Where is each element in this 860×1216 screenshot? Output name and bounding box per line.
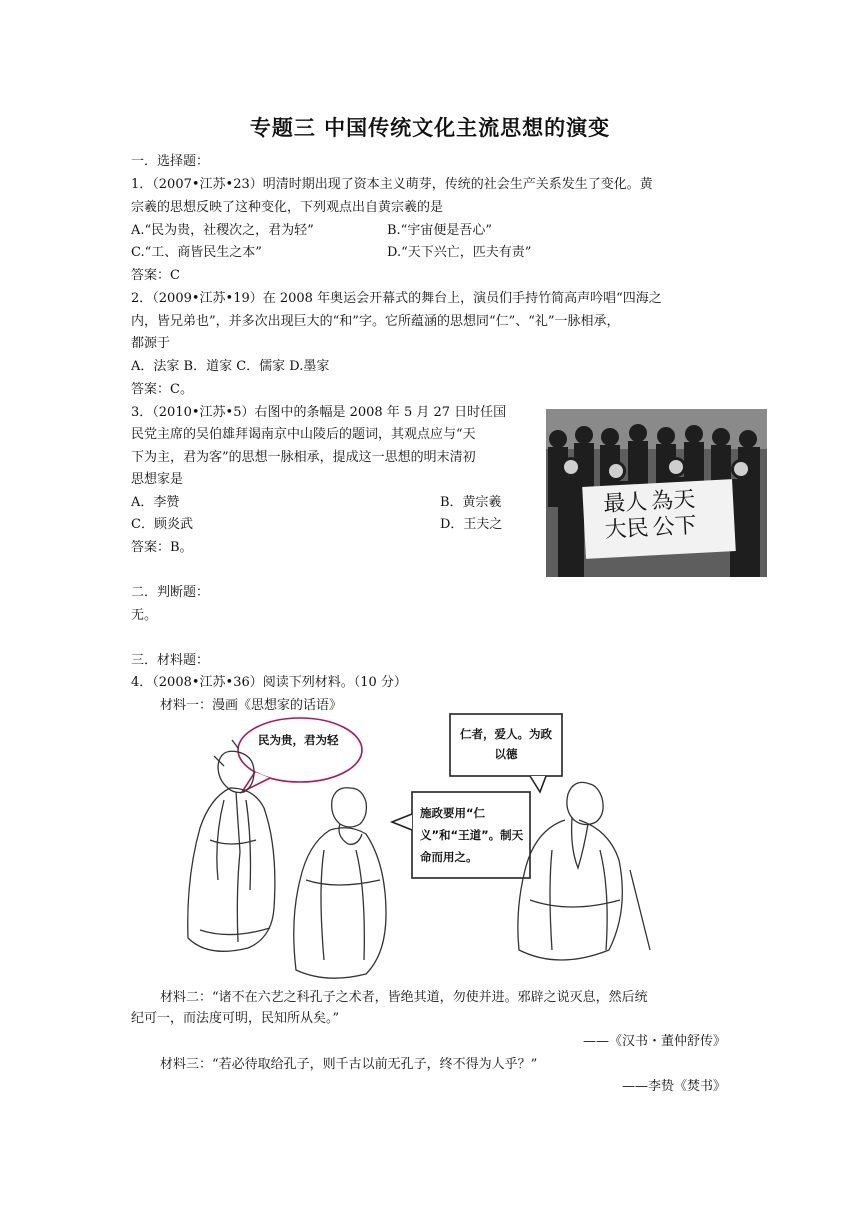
q4-line1: 4．（2008•江苏•36）阅读下列材料。（10 分） — [131, 675, 407, 690]
q2-options: A．法家 B．道家 C．儒家 D.墨家 — [131, 359, 330, 374]
q1-option-c: C.“工、商皆民生之本” — [131, 245, 262, 260]
q3-option-c: C．顾炎武 — [131, 517, 193, 532]
calligraphy-photo — [546, 409, 767, 577]
q2-line2: 内，皆兄弟也”，并多次出现巨大的“和”字。它所蕴涵的思想同“仁”、“礼”一脉相承， — [131, 314, 620, 329]
banner-top-text: 最人 — [602, 489, 648, 518]
banner-right-top: 為天 — [650, 487, 696, 515]
q3-line2: 民党主席的吴伯雄拜谒南京中山陵后的题词，其观点应与“天 — [131, 427, 476, 442]
material3-source: ——李贽《焚书》 — [621, 1079, 726, 1094]
q3-option-a: A．李赞 — [131, 495, 180, 510]
material2-line1: 材料二：“诸不在六艺之科孔子之术者，皆绝其道，勿使并进。邪辟之说灭息，然后统 — [160, 990, 648, 1005]
banner-right-bottom: 公下 — [652, 513, 698, 541]
q3-line1: 3．（2010•江苏•5）右图中的条幅是 2008 年 5 月 27 日时任国 — [131, 405, 507, 420]
thinkers-cartoon — [180, 700, 680, 982]
material3-line1: 材料三：“若必待取给孔子，则千古以前无孔子，终不得为人乎？” — [160, 1057, 538, 1072]
q1-option-d: D.“天下兴亡，匹夫有责” — [387, 245, 532, 260]
section-choice-heading: 一．选择题： — [131, 154, 210, 169]
banner-calligraphy — [603, 486, 726, 544]
q1-option-a: A.“民为贵，社稷次之，君为轻” — [131, 223, 314, 238]
q1-line1: 1．（2007•江苏•23）明清时期出现了资本主义萌芽，传统的社会生产关系发生了变化。黄 — [131, 177, 653, 192]
section-material-heading: 三．材料题： — [131, 653, 210, 668]
section-judge-content: 无。 — [131, 608, 158, 623]
q2-line1: 2．（2009•江苏•19）在 2008 年奥运会开幕式的舞台上，演员们手持竹简高声吟唱“四海之 — [131, 291, 662, 306]
speech-bubble-2: 仁者，爱人。为政以德 — [460, 727, 552, 761]
q3-option-d: D．王夫之 — [440, 517, 503, 532]
speech-bubble-3: 施政要用“仁义”和“王道”。制天命而用之。 — [420, 806, 524, 864]
page-title: 专题三 中国传统文化主流思想的演变 — [249, 116, 611, 140]
banner-bottom-text: 大民 — [604, 515, 650, 544]
material2-line2: 纪可一，而法度可明，民知所从矣。” — [131, 1011, 340, 1026]
q1-answer: 答案：C — [131, 268, 180, 283]
q2-line3: 都源于 — [131, 336, 171, 351]
q2-answer: 答案：C。 — [131, 382, 193, 397]
speech-bubble-1: 民为贵，君为轻 — [258, 733, 339, 747]
section-judge-heading: 二．判断题： — [131, 585, 210, 600]
q3-line3: 下为主，君为客”的思想一脉相承，提成这一思想的明末清初 — [131, 450, 476, 465]
material1-label: 材料一：漫画《思想家的话语》 — [160, 698, 343, 713]
q3-answer: 答案：B。 — [131, 540, 193, 555]
q1-option-b: B.“宇宙便是吾心” — [387, 223, 492, 238]
q3-line4: 思想家是 — [131, 472, 184, 487]
q3-option-b: B．黄宗羲 — [440, 495, 502, 510]
q1-line2: 宗羲的思想反映了这种变化，下列观点出自黄宗羲的是 — [131, 200, 444, 215]
material2-source: ——《汉书・董仲舒传》 — [582, 1034, 726, 1049]
